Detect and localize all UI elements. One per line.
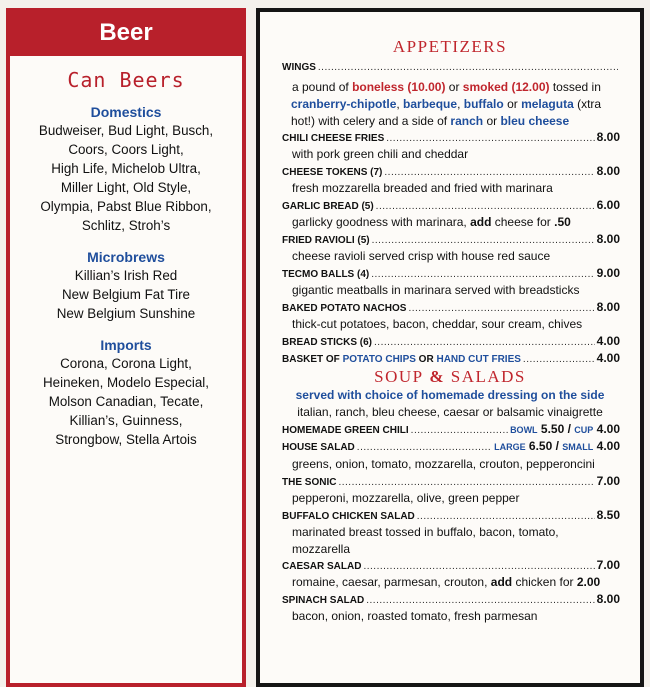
- menu-item: CHEESE TOKENS (7) ..... 8.00: [282, 164, 620, 181]
- beer-panel: [6, 8, 246, 687]
- wings-desc-line: a pound of boneless (10.00) or smoked (12.00) tossed in: [292, 80, 601, 94]
- item-desc: garlicky goodness with marinara, add cheese for .50: [292, 215, 571, 229]
- beer-line: Corona, Corona Light,: [60, 356, 192, 371]
- beer-line: New Belgium Fat Tire: [62, 287, 190, 302]
- menu-item-house-salad: HOUSE SALAD ..... LARGE 6.50 / SMALL 4.00: [282, 439, 620, 456]
- beer-list-container: [10, 68, 242, 463]
- menu-panel: [256, 8, 644, 687]
- beer-line: Killian’s Irish Red: [74, 268, 178, 283]
- category-title: Microbrews: [87, 249, 165, 265]
- soups-title: SOUP & SALADS: [374, 367, 526, 386]
- wings-desc-line: hot!) with celery and a side of ranch or bleu cheese: [291, 114, 570, 128]
- item-price: 8.00: [596, 592, 620, 606]
- category-title: Domestics: [90, 104, 162, 120]
- menu-item: BUFFALO CHICKEN SALAD ..... 8.50: [282, 508, 620, 525]
- item-desc: gigantic meatballs in marinara served with breadsticks: [292, 283, 580, 297]
- item-price: BOWL 5.50 / CUP 4.00: [510, 422, 620, 436]
- dressing-note: served with choice of homemade dressing on the side: [295, 388, 605, 402]
- beer-line: Killian’s, Guinness,: [69, 413, 183, 428]
- item-price: 8.00: [596, 130, 620, 144]
- beer-line: Heineken, Modelo Especial,: [43, 375, 209, 390]
- item-price: 6.00: [596, 198, 620, 212]
- beer-line: New Belgium Sunshine: [56, 306, 196, 321]
- menu-item: THE SONIC ..... 7.00: [282, 474, 620, 491]
- wings-desc-line: cranberry-chipotle, barbeque, buffalo or melaguta (xtra: [291, 97, 602, 111]
- menu-item-basket: BASKET OF POTATO CHIPS OR HAND CUT FRIES ..... 4.00: [282, 351, 620, 368]
- item-price: 4.00: [596, 334, 620, 348]
- item-desc: thick-cut potatoes, bacon, cheddar, sour cream, chives: [292, 317, 583, 331]
- beer-line: Budweiser, Bud Light, Busch,: [38, 123, 214, 138]
- item-price: 8.50: [596, 508, 620, 522]
- menu-item-green-chili: HOMEMADE GREEN CHILI ..... BOWL 5.50 / CUP 4.00: [282, 422, 620, 439]
- leader-dots: [318, 62, 618, 73]
- beer-line: Schlitz, Stroh’s: [81, 218, 171, 233]
- category-title: Imports: [100, 337, 152, 353]
- item-desc: romaine, caesar, parmesan, crouton, add chicken for 2.00: [292, 575, 601, 589]
- menu-item: GARLIC BREAD (5) ..... 6.00: [282, 198, 620, 215]
- item-price: 4.00: [596, 351, 620, 365]
- beer-line: Olympia, Pabst Blue Ribbon,: [40, 199, 212, 214]
- beer-header: Beer: [10, 12, 242, 56]
- menu-item-wings: [282, 62, 620, 79]
- item-desc: greens, onion, tomato, mozzarella, crouton, pepperoncini: [292, 457, 595, 471]
- appetizers-title: APPETIZERS: [392, 37, 508, 56]
- item-desc: pepperoni, mozzarella, olive, green pepper: [292, 491, 520, 505]
- item-price: 8.00: [596, 300, 620, 314]
- dressing-options: italian, ranch, bleu cheese, caesar or balsamic vinaigrette: [297, 405, 603, 419]
- item-desc: mozzarella: [292, 542, 351, 556]
- item-price: 9.00: [596, 266, 620, 280]
- imports-list: [10, 354, 242, 449]
- item-desc: cheese ravioli served crisp with house red sauce: [292, 249, 551, 263]
- beer-line: Strongbow, Stella Artois: [55, 432, 197, 447]
- menu-item: SPINACH SALAD ..... 8.00: [282, 592, 620, 609]
- menu-item: BAKED POTATO NACHOS ..... 8.00: [282, 300, 620, 317]
- item-price: 7.00: [596, 474, 620, 488]
- beer-line: Molson Canadian, Tecate,: [48, 394, 204, 409]
- domestics-list: [10, 121, 242, 235]
- beer-line: High Life, Michelob Ultra,: [51, 161, 201, 176]
- can-beers-title: Can Beers: [67, 68, 185, 92]
- item-price: 8.00: [596, 232, 620, 246]
- item-price: 7.00: [596, 558, 620, 572]
- item-price: LARGE 6.50 / SMALL 4.00: [494, 439, 620, 453]
- item-desc: fresh mozzarella breaded and fried with marinara: [292, 181, 553, 195]
- menu-item: CAESAR SALAD ..... 7.00: [282, 558, 620, 575]
- menu-item: TECMO BALLS (4) ..... 9.00: [282, 266, 620, 283]
- item-name: WINGS: [282, 62, 316, 73]
- menu-item: CHILI CHEESE FRIES ..... 8.00: [282, 130, 620, 147]
- item-desc: with pork green chili and cheddar: [292, 147, 469, 161]
- microbrews-list: [10, 266, 242, 323]
- menu-item: FRIED RAVIOLI (5) ..... 8.00: [282, 232, 620, 249]
- item-price: 8.00: [596, 164, 620, 178]
- item-desc: bacon, onion, roasted tomato, fresh parmesan: [292, 609, 538, 623]
- beer-line: Miller Light, Old Style,: [60, 180, 192, 195]
- beer-line: Coors, Coors Light,: [68, 142, 184, 157]
- menu-item: BREAD STICKS (6) ..... 4.00: [282, 334, 620, 351]
- item-desc: marinated breast tossed in buffalo, bacon, tomato,: [292, 525, 559, 539]
